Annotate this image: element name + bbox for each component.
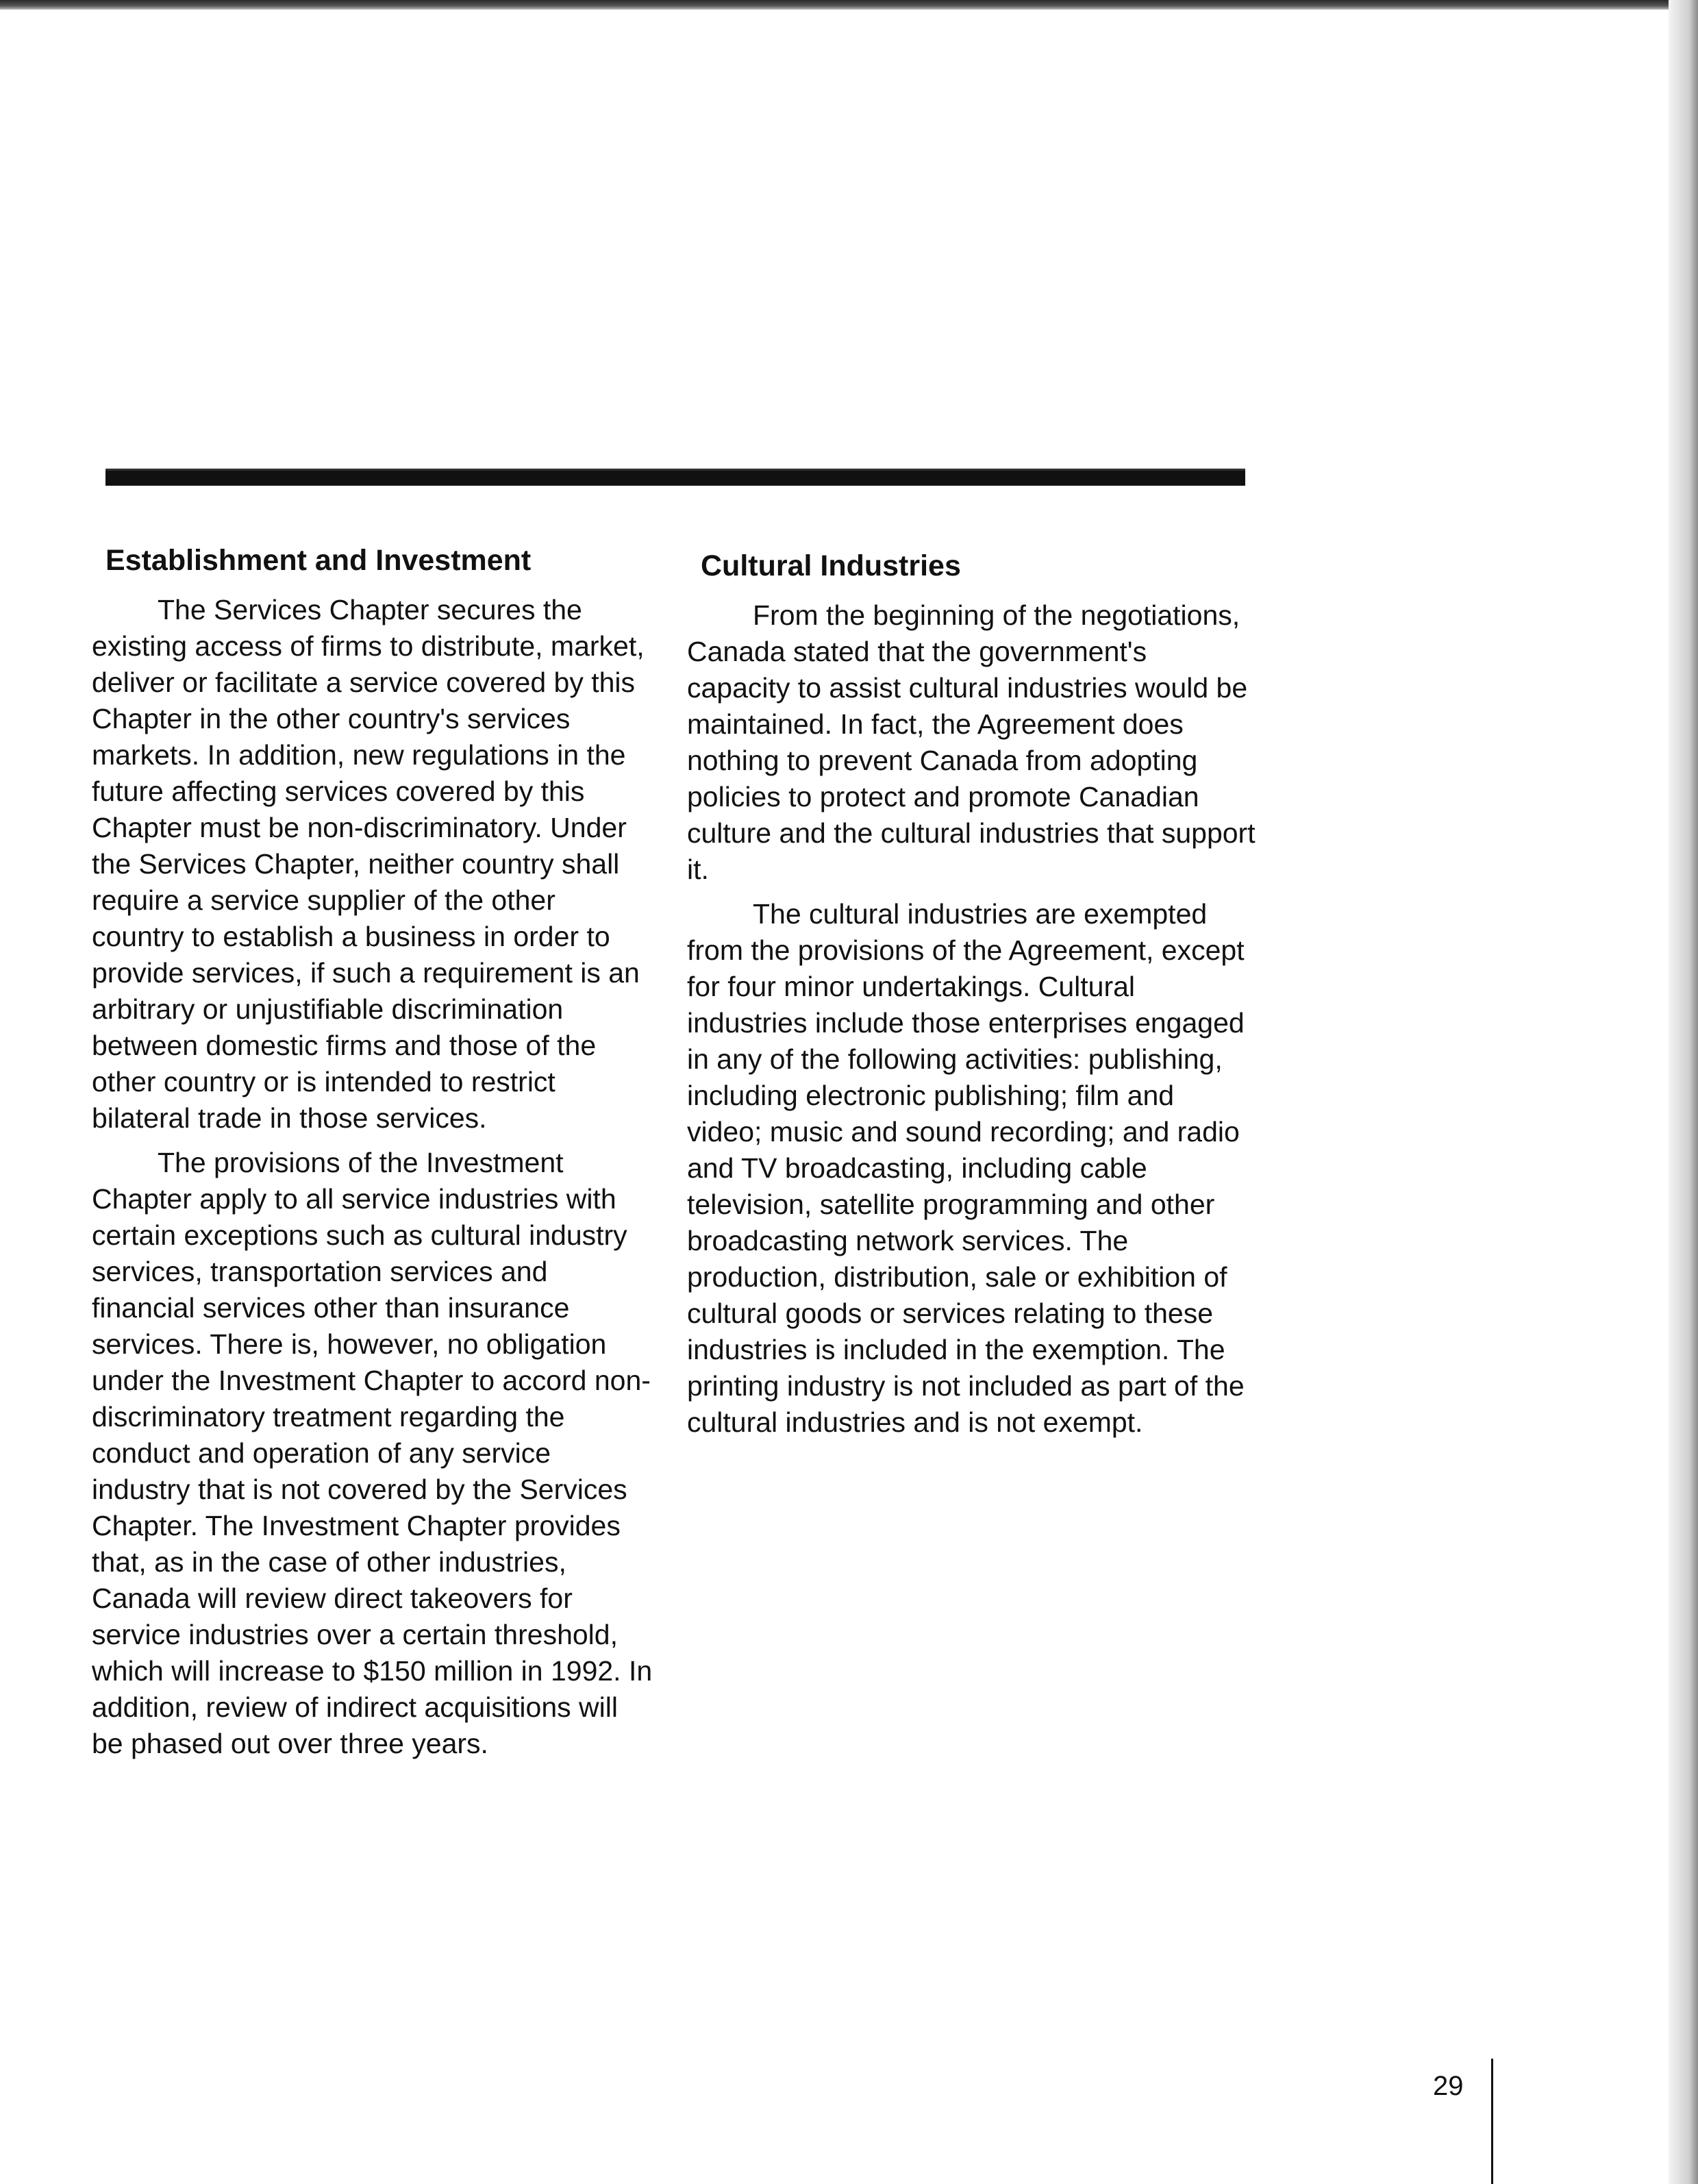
left-column <box>92 541 653 1770</box>
section-heading-cultural-industries: Cultural Industries <box>701 549 961 582</box>
paragraph-investment-chapter: The provisions of the Investment Chapter apply to all service industries with certain exceptions such as cultural industry services, transportation services and financial services other than insurance services. There is, however, no obligation under the Investment Chapter to accord non-discriminatory treatment regarding the conduct and operation of any service industry that is not covered by the Services Chapter. The Investment Chapter provides that, as in the case of other industries, Canada will review direct takeovers for service industries over a certain threshold, which will increase to $150 million in 1992. In addition, review of indirect acquisitions will be phased out over three years. <box>92 1147 653 1759</box>
scan-top-edge <box>0 0 1698 10</box>
paragraph-services-chapter: The Services Chapter secures the existing access of firms to distribute, market, deliver or facilitate a service covered by this Chapter in the other country's services markets. In addition, new regulations in the future affecting services covered by this Chapter must be non-discriminatory. Under the Services Chapter, neither country shall require a service supplier of the other country to establish a business in order to provide services, if such a requirement is an arbitrary or unjustifiable discrimination between domestic firms and those of the other country or is intended to restrict bilateral trade in those services. <box>92 594 645 1134</box>
right-column <box>687 547 1256 1449</box>
page-edge-mark <box>1491 2059 1493 2184</box>
paragraph-exemptions: The cultural industries are exempted from the provisions of the Agreement, except for four minor undertakings. Cultural industries include those enterprises engaged in any of the following activities: publishing, including electronic publishing; film and video; music and sound recording; and radio and TV broadcasting, including cable television, satellite programming and other broadcasting network services. The production, distribution, sale or exhibition of cultural goods or services relating to these industries is included in the exemption. The printing industry is not included as part of the cultural industries and is not exempt. <box>687 898 1245 1438</box>
scan-right-edge <box>1669 0 1698 2184</box>
paragraph-negotiations: From the beginning of the negotiations, Canada stated that the government's capacity to assist cultural industries would be maintained. In fact, the Agreement does nothing to prevent Canada from adopting policies to protect and promote Canadian culture and the cultural industries that support it. <box>687 599 1256 885</box>
section-heading-establishment-investment: Establishment and Investment <box>105 544 532 577</box>
page-number: 29 <box>1433 2071 1464 2101</box>
section-divider-rule <box>105 469 1245 486</box>
